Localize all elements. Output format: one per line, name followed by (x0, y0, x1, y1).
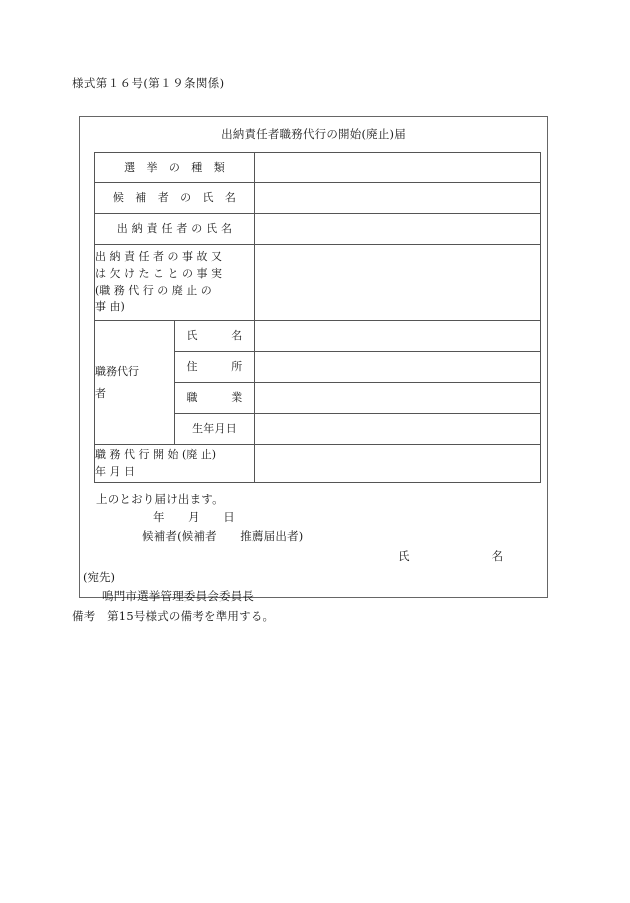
reason-label-line-3: (職 務 代 行 の 廃 止 の (95, 283, 212, 297)
deputy-birthdate-value[interactable] (255, 414, 541, 445)
declaration-date-line[interactable]: 年 月 日 (153, 510, 235, 524)
declaration-statement: 上のとおり届け出ます。 (96, 492, 224, 506)
deputy-group-label-line-1: 職務代行 (95, 364, 139, 378)
deputy-name-value[interactable] (255, 321, 541, 352)
deputy-group-label (95, 321, 175, 445)
deputy-address-label: 住 所 (175, 352, 255, 383)
form-number: 様式第１６号(第１９条関係) (72, 76, 225, 90)
reason-label-line-1: 出 納 責 任 者 の 事 故 又 (95, 250, 222, 264)
table-row-deputy-name (95, 321, 541, 352)
form-table (94, 152, 541, 483)
deputy-occupation-value[interactable] (255, 383, 541, 414)
deputy-name-label: 氏 名 (175, 321, 255, 352)
deputy-birthdate-label: 生年月日 (175, 414, 255, 445)
addressee-name: 鳴門市選挙管理委員会委員長 (102, 589, 255, 603)
election-type-value[interactable] (255, 153, 541, 183)
form-outer-box (79, 116, 548, 603)
table-row-candidate-name (95, 183, 541, 214)
table-row-treasurer-name (95, 214, 541, 245)
candidate-name-value[interactable] (255, 183, 541, 214)
start-date-label (95, 445, 255, 483)
start-date-label-line-2: 年 月 日 (95, 464, 135, 478)
election-type-label: 選 挙 の 種 類 (95, 153, 255, 183)
start-date-label-line-1: 職 務 代 行 開 始 (廃 止) (95, 447, 217, 461)
footnote: 備考 第15号様式の備考を準用する。 (72, 609, 275, 623)
treasurer-name-value[interactable] (255, 214, 541, 245)
deputy-group-label-line-2: 者 (95, 386, 106, 400)
table-row-reason (95, 245, 541, 321)
addressee-label: (宛先) (83, 570, 115, 584)
declaration-submitter-line: 候補者(候補者 推薦届出者) (142, 529, 304, 543)
declaration-signature-line[interactable]: 氏 名 (398, 549, 504, 563)
reason-value[interactable] (255, 245, 541, 321)
table-row-election-type (95, 153, 541, 183)
reason-label-line-4: 事 由) (95, 300, 125, 314)
treasurer-name-label: 出 納 責 任 者 の 氏 名 (95, 214, 255, 245)
start-date-value[interactable] (255, 445, 541, 483)
reason-label-line-2: は 欠 け た こ と の 事 実 (95, 266, 222, 280)
deputy-occupation-label: 職 業 (175, 383, 255, 414)
document-title: 出納責任者職務代行の開始(廃止)届 (221, 127, 406, 141)
deputy-address-value[interactable] (255, 352, 541, 383)
table-row-start-date (95, 445, 541, 483)
candidate-name-label: 候 補 者 の 氏 名 (95, 183, 255, 214)
reason-label (95, 245, 255, 321)
